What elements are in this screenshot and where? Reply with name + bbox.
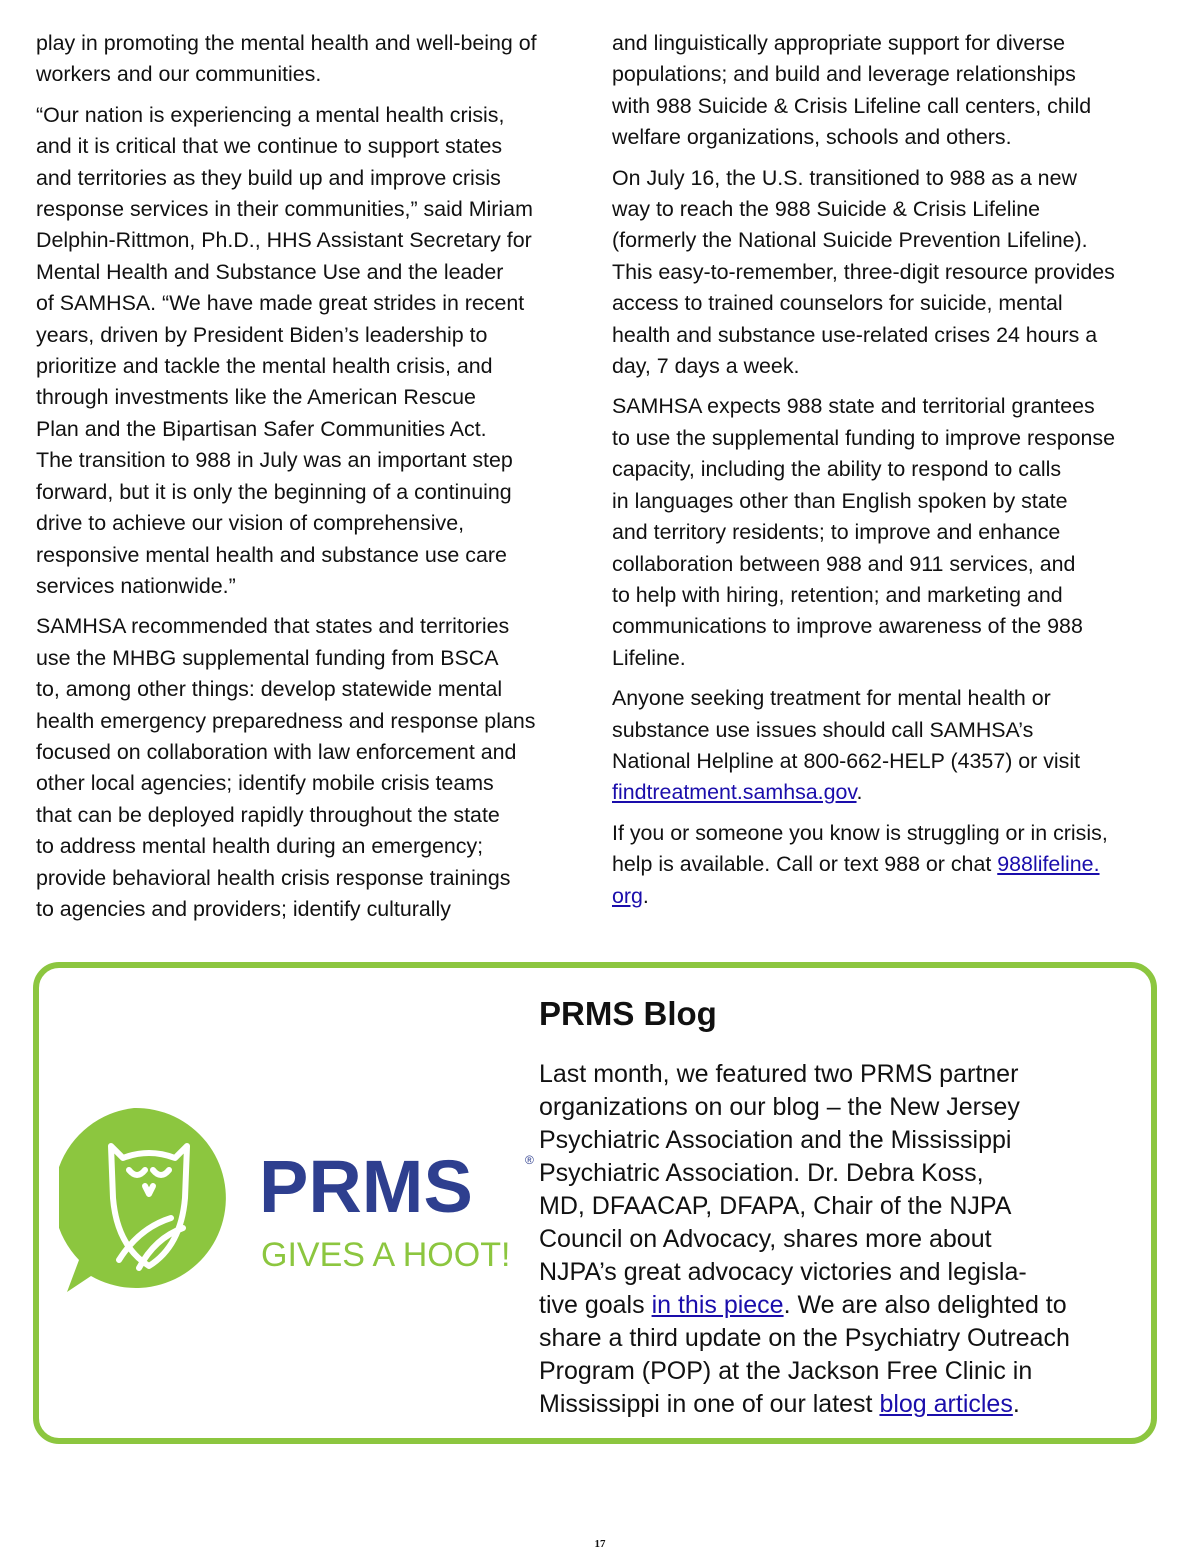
blog-title: PRMS Blog <box>539 995 717 1032</box>
logo-tagline: GIVES A HOOT! <box>261 1236 511 1274</box>
helpline-text: Anyone seeking treatment for mental health or substance use issues should call SAMHSA’s National Helpline at 800-662-HELP (4357) or visit <box>612 686 1081 773</box>
crisis-period: . <box>642 883 649 908</box>
page-number: 17 <box>594 1538 606 1550</box>
owl-icon <box>59 1108 226 1292</box>
blog-text-2: . We are also delighted to share a third update on the Psychiatry Outreach Program (POP) at the Jackson Free Clinic in Mississippi in one of our latest <box>539 1291 1070 1418</box>
988lifeline-link[interactable]: 988lifeline. org <box>612 852 1100 908</box>
right-paragraph-grantees: SAMHSA expects 988 state and territorial grantees to use the supplemental funding to improve response capacity, including the ability to respond to calls in languages other than English spoken by state and territory residents; to improve and enhance collaboration between 988 and 911 services, and to help with hiring, retention; and marketing and communications to improve awareness of the 988 Lifeline. <box>612 394 1115 670</box>
findtreatment-link[interactable]: findtreatment.samhsa.gov <box>612 780 857 805</box>
right-paragraph-1: and linguistically appropriate support for diverse populations; and build and leverage relationships with 988 Suicide & Crisis Lifeline call centers, child welfare organizations, schools and others. <box>612 31 1092 150</box>
helpline-period: . <box>856 780 863 805</box>
blog-text-1: Last month, we featured two PRMS partner organizations on our blog – the New Jersey Psychiatric Association and the Mississippi Psychiatric Association. Dr. Debra Koss, MD, DFAACAP, DFAPA, Chair of the NJPA Council on Advocacy, shares more about NJPA’s great advocacy victories and legisla- tive goals <box>539 1060 1027 1319</box>
blog-body <box>539 1058 1139 1421</box>
right-paragraph-988-transition: On July 16, the U.S. transitioned to 988 as a new way to reach the 988 Suicide & Crisis Lifeline (formerly the National Suicide Prevention Lifeline). This easy-to-remember, three-digit resource provides access to trained counselors for suicide, mental health and substance use-related crises 24 hours a day, 7 days a week. <box>612 165 1115 379</box>
right-paragraph-helpline <box>612 683 1177 809</box>
prms-blog-box <box>33 962 1157 1444</box>
logo-wordmark: PRMS <box>259 1145 473 1228</box>
left-paragraph-recommendations: SAMHSA recommended that states and territories use the MHBG supplemental funding from BSCA to, among other things: develop statewide mental health emergency preparedness and response plans focused on collaboration with law enforcement and other local agencies; identify mobile crisis teams that can be deployed rapidly throughout the state to address mental health during an emergency; provide behavioral health crisis response trainings to agencies and providers; identify culturally <box>36 614 536 921</box>
left-paragraph-quote: “Our nation is experiencing a mental health crisis, and it is critical that we continue to support states and territories as they build up and improve crisis response services in their communities,” said Miriam Delphin-Rittmon, Ph.D., HHS Assistant Secretary for Mental Health and Substance Use and the leader of SAMHSA. “We have made great strides in recent years, driven by President Biden’s leadership to prioritize and tackle the mental health crisis, and through investments like the American Rescue Plan and the Bipartisan Safer Communities Act. The transition to 988 in July was an important step forward, but it is only the beginning of a continuing drive to achieve our vision of comprehensive, responsive mental health and substance use care services nationwide.” <box>36 102 533 598</box>
right-paragraph-crisis <box>612 818 1177 912</box>
prms-owl-logo-graphic <box>59 1098 539 1298</box>
in-this-piece-link[interactable]: in this piece <box>651 1291 784 1319</box>
blog-content <box>539 992 1139 1421</box>
right-column <box>612 28 1177 921</box>
blog-text-3: . <box>1012 1390 1020 1418</box>
crisis-text: If you or someone you know is struggling or in crisis, help is available. Call or text 988 or chat <box>612 820 1108 877</box>
prms-logo <box>59 1098 539 1298</box>
logo-registered-mark: ® <box>525 1153 534 1167</box>
left-column <box>36 28 596 934</box>
blog-articles-link[interactable]: blog articles <box>879 1390 1013 1418</box>
left-paragraph-1: play in promoting the mental health and well-being of workers and our communities. <box>36 31 537 87</box>
